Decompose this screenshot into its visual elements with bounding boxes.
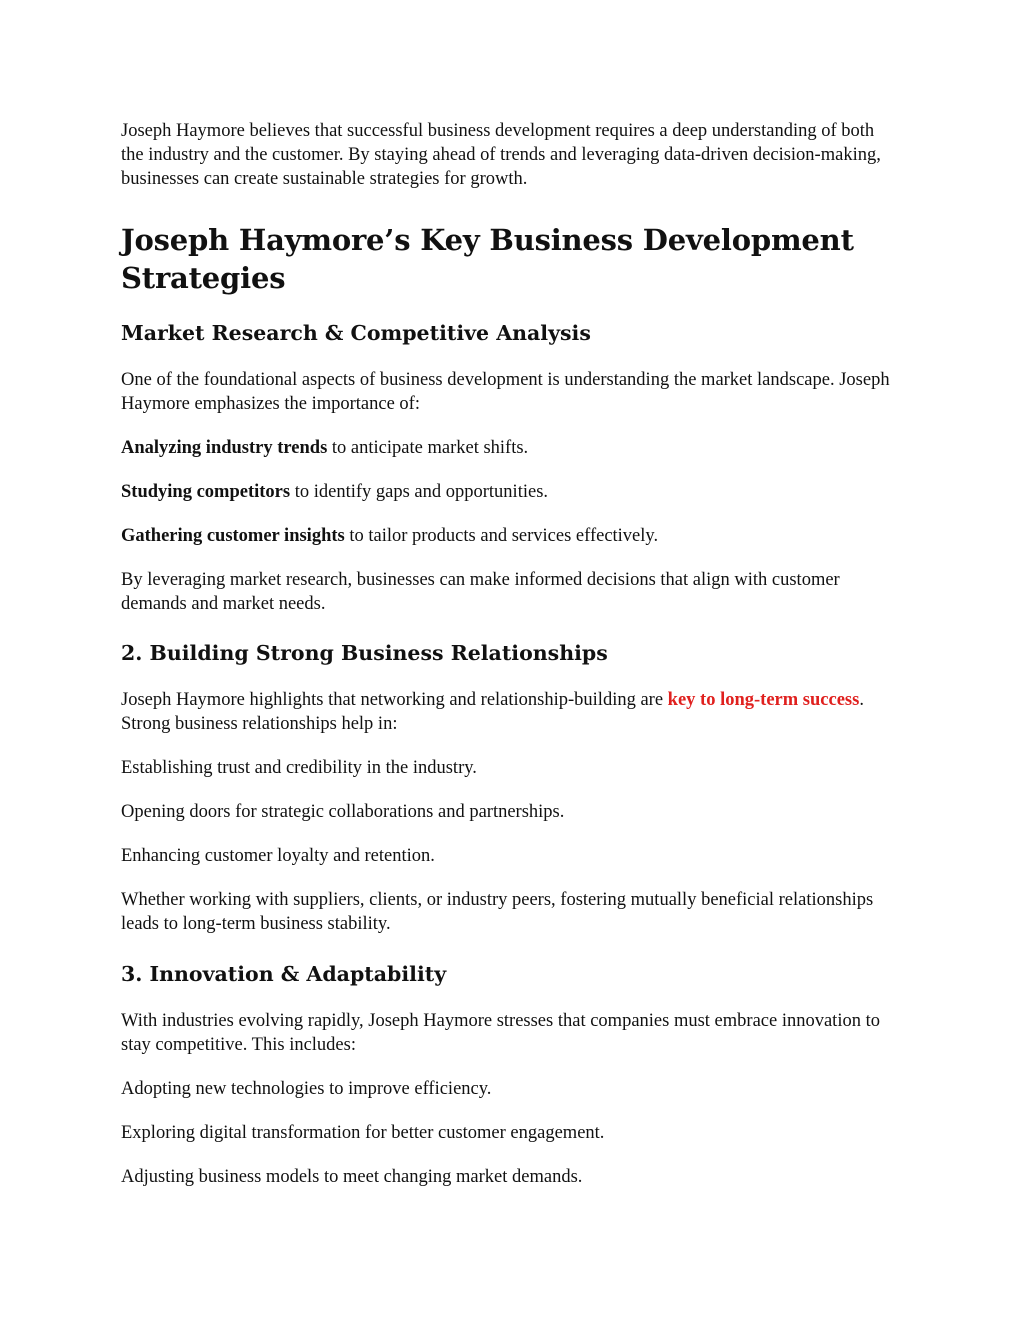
section2-intro-text-end: . Strong business relationships help in: <box>121 690 864 734</box>
section3-item: Adopting new technologies to improve efficiency. <box>121 1079 492 1099</box>
section1-item-rest: to identify gaps and opportunities. <box>290 482 549 502</box>
section3-item: Adjusting business models to meet changing market demands. <box>121 1167 583 1187</box>
section1-closing: By leveraging market research, businesses can make informed decisions that align with customer demands and market needs. <box>121 570 840 614</box>
section2-intro <box>121 688 901 736</box>
key-to-success-link[interactable]: key to long-term success <box>667 690 860 710</box>
section3-intro: With industries evolving rapidly, Joseph Haymore stresses that companies must embrace innovation to stay competitive. This includes: <box>121 1011 880 1055</box>
section1-item <box>121 524 901 548</box>
section2-heading: 2. Building Strong Business Relationships <box>121 641 608 665</box>
section1-item-rest: to anticipate market shifts. <box>327 438 529 458</box>
section2-item: Opening doors for strategic collaborations and partnerships. <box>121 802 565 822</box>
intro-paragraph: Joseph Haymore believes that successful business development requires a deep understanding of both the industry and the customer. By staying ahead of trends and leveraging data-driven decision-making, businesses can create sustainable strategies for growth. <box>121 121 881 189</box>
section2-closing: Whether working with suppliers, clients, or industry peers, fostering mutually beneficial relationships leads to long-term business stability. <box>121 890 874 934</box>
section2-intro-text: Joseph Haymore highlights that networking and relationship-building are <box>121 690 668 710</box>
section1-item-rest: to tailor products and services effectively. <box>344 526 659 546</box>
section1-item-bold: Gathering customer insights <box>121 526 345 546</box>
main-heading: Joseph Haymore’s Key Business Development Strategies <box>121 223 854 295</box>
section3-heading: 3. Innovation & Adaptability <box>121 962 447 986</box>
section2-item: Establishing trust and credibility in the industry. <box>121 758 477 778</box>
section1-item-bold: Analyzing industry trends <box>121 438 328 458</box>
section3-item: Exploring digital transformation for better customer engagement. <box>121 1123 605 1143</box>
section2-item: Enhancing customer loyalty and retention. <box>121 846 435 866</box>
section1-item <box>121 436 901 460</box>
section1-item <box>121 480 901 504</box>
section1-intro: One of the foundational aspects of business development is understanding the market landscape. Joseph Haymore emphasizes the importance of: <box>121 370 890 414</box>
section1-heading: Market Research & Competitive Analysis <box>121 321 591 345</box>
section1-item-bold: Studying competitors <box>121 482 291 502</box>
